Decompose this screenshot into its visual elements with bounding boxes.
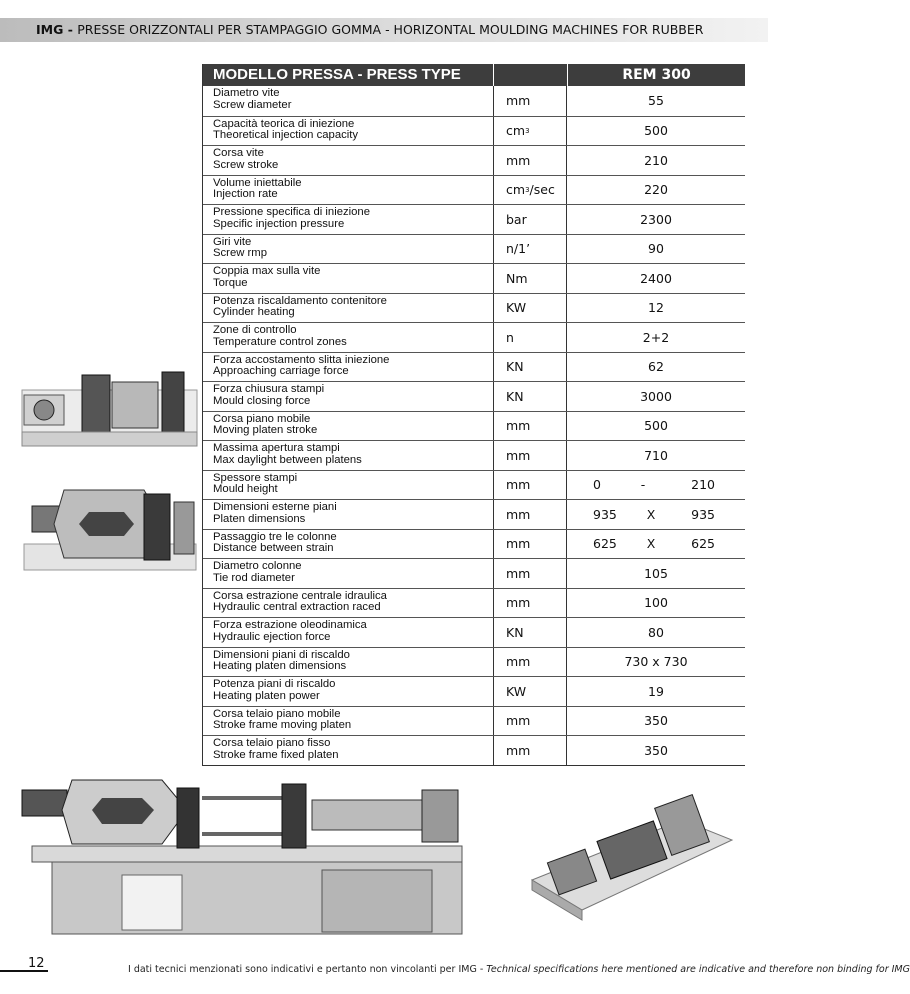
label-english: Mould height bbox=[213, 483, 278, 496]
footer-disclaimer bbox=[128, 964, 910, 975]
table-row bbox=[203, 558, 745, 588]
label-italian: Forza estrazione oleodinamica bbox=[213, 619, 367, 631]
value-max: 625 bbox=[691, 536, 715, 552]
unit-cell bbox=[493, 677, 566, 706]
parameter-label bbox=[203, 323, 493, 352]
unit-cell bbox=[493, 353, 566, 382]
table-row bbox=[203, 145, 745, 175]
value-cell: 3000 bbox=[566, 382, 745, 411]
unit-cell bbox=[493, 86, 566, 116]
unit-base: mm bbox=[506, 93, 531, 109]
parameter-label bbox=[203, 205, 493, 234]
unit-cell bbox=[493, 441, 566, 470]
label-italian: Dimensioni esterne piani bbox=[213, 501, 337, 513]
label-italian: Giri vite bbox=[213, 235, 252, 248]
unit-base: KN bbox=[506, 359, 524, 375]
machine-detail-image-2 bbox=[24, 484, 196, 572]
table-row bbox=[203, 175, 745, 205]
parameter-label bbox=[203, 264, 493, 293]
parameter-label bbox=[203, 86, 493, 116]
parameter-label bbox=[203, 235, 493, 264]
unit-base: mm bbox=[506, 565, 531, 581]
value-cell: 90 bbox=[566, 235, 745, 264]
label-english: Moving platen stroke bbox=[213, 424, 318, 437]
table-row bbox=[203, 86, 745, 116]
unit-base: cm bbox=[506, 182, 526, 198]
header-label: MODELLO PRESSA - PRESS TYPE bbox=[213, 66, 461, 83]
unit-cell bbox=[493, 235, 566, 264]
parameter-label bbox=[203, 412, 493, 441]
table-row bbox=[203, 440, 745, 470]
label-english: Max daylight between platens bbox=[213, 453, 362, 466]
table-row bbox=[203, 234, 745, 264]
parameter-label bbox=[203, 294, 493, 323]
parameter-label bbox=[203, 176, 493, 205]
label-english: Theoretical injection capacity bbox=[213, 129, 359, 142]
machine-detail-image-1 bbox=[22, 370, 197, 448]
parameter-label bbox=[203, 117, 493, 146]
parameter-label bbox=[203, 559, 493, 588]
unit-base: mm bbox=[506, 418, 531, 434]
label-italian: Forza chiusura stampi bbox=[213, 383, 325, 395]
table-row bbox=[203, 293, 745, 323]
value-cell: 210 bbox=[566, 146, 745, 175]
label-english: Specific injection pressure bbox=[213, 217, 345, 230]
table-row bbox=[203, 588, 745, 618]
value-separator: X bbox=[646, 506, 656, 522]
table-row bbox=[203, 735, 745, 765]
label-italian: Massima apertura stampi bbox=[213, 442, 340, 454]
unit-cell bbox=[493, 264, 566, 293]
label-english: Approaching carriage force bbox=[213, 365, 349, 378]
table-row bbox=[203, 204, 745, 234]
unit-base: mm bbox=[506, 447, 531, 463]
unit-base: KW bbox=[506, 683, 527, 699]
label-english: Hydraulic central extraction raced bbox=[213, 601, 381, 614]
table-row bbox=[203, 116, 745, 146]
unit-base: n bbox=[506, 329, 514, 345]
label-english: Cylinder heating bbox=[213, 306, 295, 319]
unit-superscript: 3 bbox=[525, 126, 530, 135]
unit-cell bbox=[493, 471, 566, 500]
value-max: 210 bbox=[691, 477, 715, 493]
label-italian: Volume iniettabile bbox=[213, 176, 302, 189]
table-body bbox=[203, 86, 745, 765]
unit-base: mm bbox=[506, 536, 531, 552]
label-english: Distance between strain bbox=[213, 542, 334, 555]
value-cell bbox=[566, 500, 745, 529]
value-cell: 19 bbox=[566, 677, 745, 706]
header-title: PRESSE ORIZZONTALI PER STAMPAGGIO GOMMA - HORIZONTAL MOULDING MACHINES FOR RUBBER bbox=[77, 22, 704, 37]
label-italian: Passaggio tre le colonne bbox=[213, 530, 337, 543]
unit-cell bbox=[493, 736, 566, 765]
label-italian: Corsa estrazione centrale idraulica bbox=[213, 589, 387, 602]
header-brand: IMG - bbox=[36, 22, 78, 37]
unit-base: mm bbox=[506, 654, 531, 670]
label-english: Hydraulic ejection force bbox=[213, 630, 331, 643]
unit-base: mm bbox=[506, 152, 531, 168]
value-cell: 350 bbox=[566, 707, 745, 736]
machine-perspective-image bbox=[532, 790, 732, 920]
label-english: Stroke frame fixed platen bbox=[213, 748, 339, 761]
label-english: Injection rate bbox=[213, 188, 278, 201]
unit-base: mm bbox=[506, 595, 531, 611]
label-italian: Potenza riscaldamento contenitore bbox=[213, 294, 387, 307]
label-italian: Spessore stampi bbox=[213, 471, 298, 484]
table-row bbox=[203, 470, 745, 500]
label-english: Platen dimensions bbox=[213, 512, 306, 525]
value-cell: 2+2 bbox=[566, 323, 745, 352]
parameter-label bbox=[203, 353, 493, 382]
parameter-label bbox=[203, 677, 493, 706]
unit-superscript: 3 bbox=[525, 185, 530, 194]
label-italian: Dimensioni piani di riscaldo bbox=[213, 648, 350, 661]
unit-cell bbox=[493, 146, 566, 175]
unit-cell bbox=[493, 530, 566, 559]
footer-note-it: I dati tecnici menzionati sono indicativi e pertanto non vincolanti per IMG - bbox=[128, 964, 487, 975]
unit-cell bbox=[493, 412, 566, 441]
value-max: 935 bbox=[691, 506, 715, 522]
unit-base: KW bbox=[506, 300, 527, 316]
parameter-label bbox=[203, 736, 493, 765]
value-min: 0 bbox=[593, 477, 601, 493]
label-english: Screw stroke bbox=[213, 158, 279, 171]
value-cell bbox=[566, 471, 745, 500]
unit-cell bbox=[493, 294, 566, 323]
footer-note-en: Technical specifications here mentioned are indicative and therefore non binding for IMG bbox=[486, 964, 910, 975]
label-english: Stroke frame moving platen bbox=[213, 719, 352, 732]
value-cell: 12 bbox=[566, 294, 745, 323]
label-italian: Capacità teorica di iniezione bbox=[213, 117, 355, 130]
parameter-label bbox=[203, 530, 493, 559]
value-cell: 80 bbox=[566, 618, 745, 647]
unit-base: mm bbox=[506, 477, 531, 493]
table-row bbox=[203, 499, 745, 529]
unit-cell bbox=[493, 323, 566, 352]
table-row bbox=[203, 676, 745, 706]
table-row bbox=[203, 706, 745, 736]
label-italian: Diametro colonne bbox=[213, 560, 302, 572]
parameter-label bbox=[203, 441, 493, 470]
label-english: Tie rod diameter bbox=[213, 571, 295, 584]
value-cell: 62 bbox=[566, 353, 745, 382]
unit-base: KN bbox=[506, 388, 524, 404]
header-unit bbox=[493, 64, 567, 86]
label-italian: Forza accostamento slitta iniezione bbox=[213, 353, 390, 366]
value-min: 625 bbox=[593, 536, 617, 552]
parameter-label bbox=[203, 146, 493, 175]
table-row bbox=[203, 322, 745, 352]
value-cell: 55 bbox=[566, 86, 745, 116]
unit-base: Nm bbox=[506, 270, 528, 286]
parameter-label bbox=[203, 500, 493, 529]
table-header bbox=[203, 64, 745, 86]
parameter-label bbox=[203, 471, 493, 500]
label-italian: Diametro vite bbox=[213, 87, 280, 99]
unit-base: KN bbox=[506, 624, 524, 640]
unit-cell bbox=[493, 382, 566, 411]
unit-base: mm bbox=[506, 742, 531, 758]
table-row bbox=[203, 647, 745, 677]
label-english: Mould closing force bbox=[213, 394, 311, 407]
label-italian: Pressione specifica di iniezione bbox=[213, 206, 370, 218]
label-english: Screw rmp bbox=[213, 247, 267, 260]
machine-side-view-image bbox=[22, 780, 462, 936]
unit-base: mm bbox=[506, 506, 531, 522]
value-min: 935 bbox=[593, 506, 617, 522]
label-english: Torque bbox=[213, 276, 248, 289]
label-english: Temperature control zones bbox=[213, 335, 347, 348]
page-number: 12 bbox=[28, 956, 45, 971]
header-model: REM 300 bbox=[567, 64, 745, 86]
value-cell: 100 bbox=[566, 589, 745, 618]
value-cell: 2300 bbox=[566, 205, 745, 234]
parameter-label bbox=[203, 382, 493, 411]
label-english: Heating platen power bbox=[213, 689, 320, 702]
label-italian: Coppia max sulla vite bbox=[213, 265, 321, 277]
label-english: Screw diameter bbox=[213, 98, 292, 111]
value-cell: 220 bbox=[566, 176, 745, 205]
table-row bbox=[203, 352, 745, 382]
unit-suffix: /sec bbox=[529, 182, 555, 198]
unit-cell bbox=[493, 205, 566, 234]
value-cell: 500 bbox=[566, 117, 745, 146]
unit-base: n/1’ bbox=[506, 241, 531, 257]
value-cell: 105 bbox=[566, 559, 745, 588]
parameter-label bbox=[203, 589, 493, 618]
unit-cell bbox=[493, 618, 566, 647]
label-italian: Potenza piani di riscaldo bbox=[213, 678, 336, 690]
table-row bbox=[203, 617, 745, 647]
unit-base: mm bbox=[506, 713, 531, 729]
label-italian: Zone di controllo bbox=[213, 324, 297, 336]
spec-table bbox=[202, 64, 745, 766]
table-row bbox=[203, 381, 745, 411]
value-cell bbox=[566, 530, 745, 559]
value-cell: 500 bbox=[566, 412, 745, 441]
unit-cell bbox=[493, 707, 566, 736]
label-english: Heating platen dimensions bbox=[213, 660, 347, 673]
label-italian: Corsa piano mobile bbox=[213, 412, 311, 425]
unit-cell bbox=[493, 589, 566, 618]
table-row bbox=[203, 529, 745, 559]
unit-base: bar bbox=[506, 211, 527, 227]
value-separator: X bbox=[646, 536, 656, 552]
label-italian: Corsa vite bbox=[213, 147, 264, 159]
unit-cell bbox=[493, 559, 566, 588]
value-cell: 350 bbox=[566, 736, 745, 765]
value-cell: 710 bbox=[566, 441, 745, 470]
value-cell: 730 x 730 bbox=[566, 648, 745, 677]
value-cell: 2400 bbox=[566, 264, 745, 293]
unit-base: cm bbox=[506, 123, 526, 139]
unit-cell bbox=[493, 117, 566, 146]
label-italian: Corsa telaio piano mobile bbox=[213, 707, 341, 720]
page-header bbox=[36, 22, 703, 37]
unit-cell bbox=[493, 500, 566, 529]
unit-cell bbox=[493, 648, 566, 677]
parameter-label bbox=[203, 618, 493, 647]
unit-cell bbox=[493, 176, 566, 205]
value-separator: - bbox=[640, 477, 646, 493]
parameter-label bbox=[203, 707, 493, 736]
table-row bbox=[203, 411, 745, 441]
parameter-label bbox=[203, 648, 493, 677]
table-row bbox=[203, 263, 745, 293]
label-italian: Corsa telaio piano fisso bbox=[213, 737, 331, 749]
